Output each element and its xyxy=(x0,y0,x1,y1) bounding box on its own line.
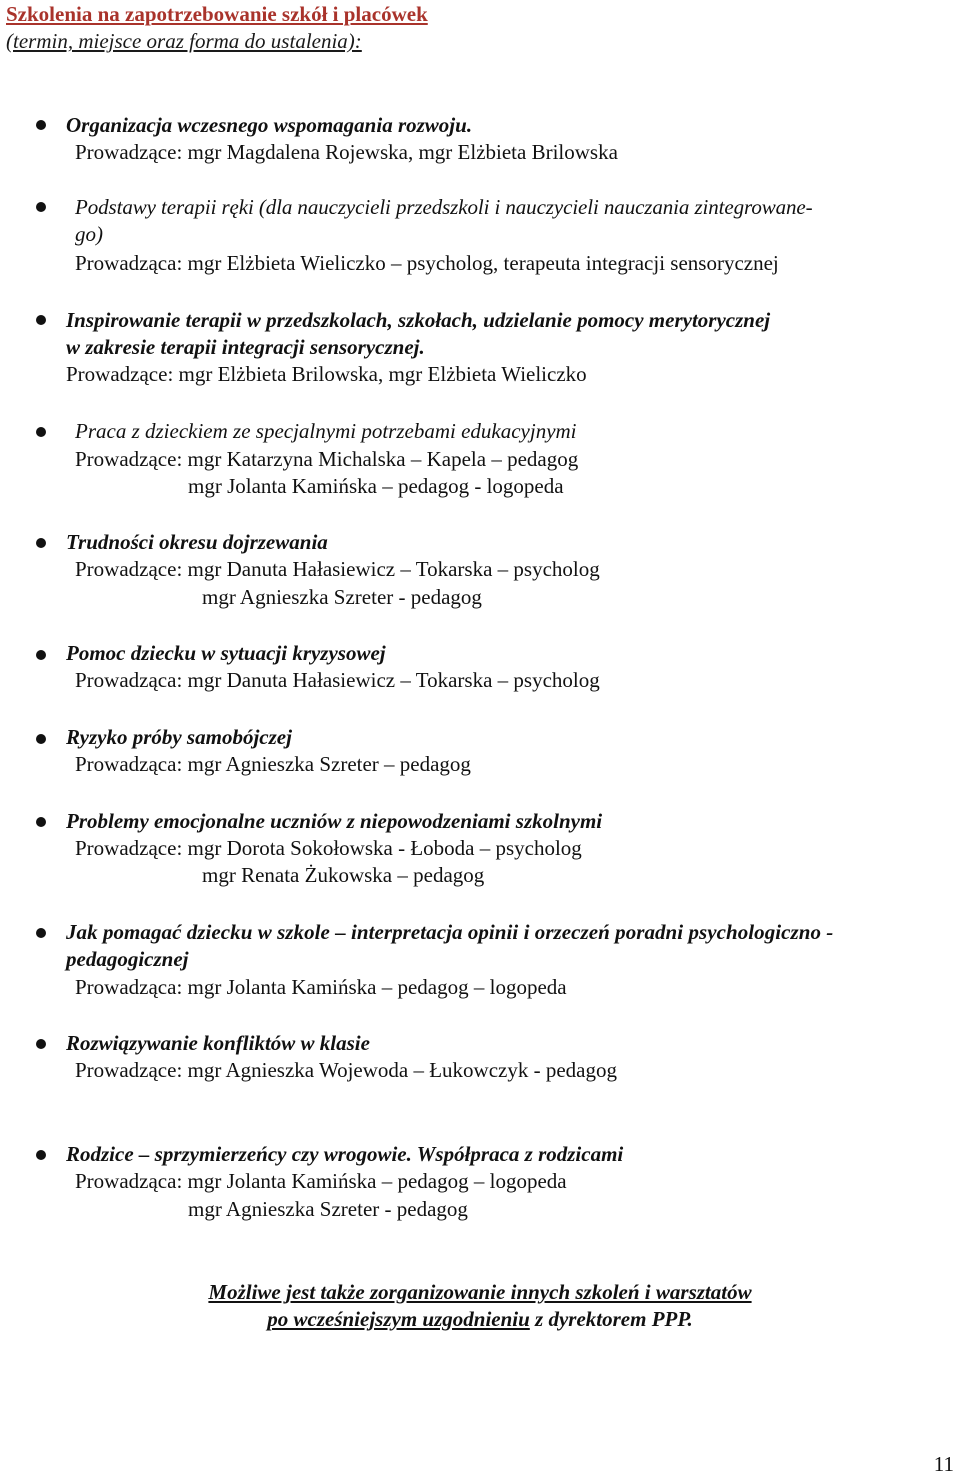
training-title: Organizacja wczesnego wspomagania rozwoju. xyxy=(66,113,473,137)
training-lead: Prowadzące: mgr Katarzyna Michalska – Kapela – pedagog xyxy=(75,447,579,471)
bullet-icon xyxy=(36,427,46,437)
page-number: 11 xyxy=(933,1452,954,1476)
bullet-icon xyxy=(36,315,46,325)
training-lead: Prowadząca: mgr Jolanta Kamińska – pedagog – logopeda xyxy=(75,975,567,999)
closing-note-line1: Możliwe jest także zorganizowanie innych szkoleń i warsztatów xyxy=(208,1280,752,1304)
training-lead: Prowadzące: mgr Agnieszka Wojewoda – Łukowczyk - pedagog xyxy=(75,1058,618,1082)
training-title: Praca z dzieckiem ze specjalnymi potrzebami edukacyjnymi xyxy=(75,419,577,443)
bullet-icon xyxy=(36,1039,46,1049)
bullet-icon xyxy=(36,202,46,212)
training-lead: Prowadząca: mgr Jolanta Kamińska – pedagog – logopeda xyxy=(75,1169,567,1193)
training-lead: Prowadzące: mgr Dorota Sokołowska - Łoboda – psycholog xyxy=(75,836,582,860)
training-lead: Prowadzące: mgr Elżbieta Brilowska, mgr Elżbieta Wieliczko xyxy=(66,362,587,386)
training-title: pedagogicznej xyxy=(66,947,189,971)
training-lead: Prowadząca: mgr Agnieszka Szreter – pedagog xyxy=(75,752,471,776)
training-lead: mgr Agnieszka Szreter - pedagog xyxy=(202,585,482,609)
closing-note xyxy=(0,1305,960,1333)
training-title: go) xyxy=(75,222,103,246)
bullet-icon xyxy=(36,928,46,938)
training-lead: mgr Jolanta Kamińska – pedagog - logopeda xyxy=(188,474,564,498)
closing-note xyxy=(0,1278,960,1306)
training-lead: Prowadzące: mgr Danuta Hałasiewicz – Tokarska – psycholog xyxy=(75,557,600,581)
training-title: Podstawy terapii ręki (dla nauczycieli przedszkoli i nauczycieli nauczania zintegrowane- xyxy=(75,195,813,219)
training-lead: Prowadząca: mgr Danuta Hałasiewicz – Tokarska – psycholog xyxy=(75,668,600,692)
bullet-icon xyxy=(36,650,46,660)
closing-note-rest: z dyrektorem PPP. xyxy=(529,1307,693,1331)
training-title: Rodzice – sprzymierzeńcy czy wrogowie. Współpraca z rodzicami xyxy=(66,1142,624,1166)
training-lead: mgr Renata Żukowska – pedagog xyxy=(202,863,485,887)
training-title: Jak pomagać dziecku w szkole – interpretacja opinii i orzeczeń poradni psychologiczno - xyxy=(66,920,834,944)
training-lead: Prowadząca: mgr Elżbieta Wieliczko – psycholog, terapeuta integracji sensorycznej xyxy=(75,251,779,275)
training-title: Inspirowanie terapii w przedszkolach, szkołach, udzielanie pomocy merytorycznej xyxy=(66,308,771,332)
training-title: Trudności okresu dojrzewania xyxy=(66,530,328,554)
bullet-icon xyxy=(36,538,46,548)
bullet-icon xyxy=(36,734,46,744)
closing-note-underlined: po wcześniejszym uzgodnieniu xyxy=(267,1307,530,1331)
training-title: Pomoc dziecku w sytuacji kryzysowej xyxy=(66,641,386,665)
training-title: Ryzyko próby samobójczej xyxy=(66,725,292,749)
bullet-icon xyxy=(36,120,46,130)
training-title: w zakresie terapii integracji sensorycznej. xyxy=(66,335,425,359)
training-title: Rozwiązywanie konfliktów w klasie xyxy=(66,1031,370,1055)
training-lead: Prowadzące: mgr Magdalena Rojewska, mgr Elżbieta Brilowska xyxy=(75,140,618,164)
bullet-icon xyxy=(36,817,46,827)
training-lead: mgr Agnieszka Szreter - pedagog xyxy=(188,1197,468,1221)
bullet-icon xyxy=(36,1150,46,1160)
training-title: Problemy emocjonalne uczniów z niepowodzeniami szkolnymi xyxy=(66,809,603,833)
section-subtitle: (termin, miejsce oraz forma do ustalenia): xyxy=(6,29,362,53)
section-title: Szkolenia na zapotrzebowanie szkół i placówek xyxy=(6,2,428,26)
